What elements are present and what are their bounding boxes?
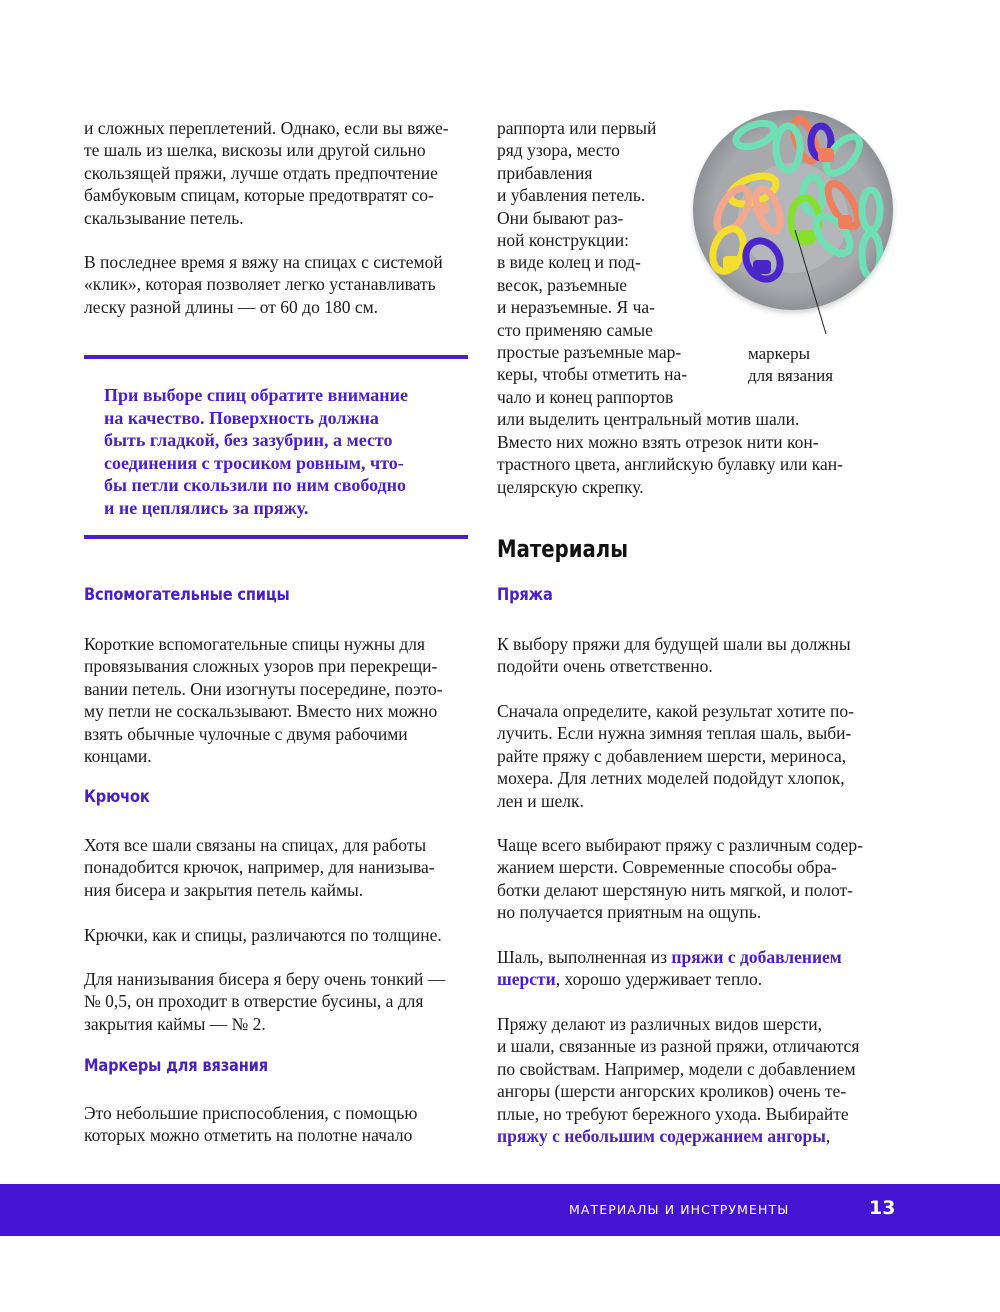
text-line: № 0,5, он проходит в отверстие бусины, а для xyxy=(84,991,424,1012)
text-line: и шали, связанные из разной пряжи, отличаются xyxy=(497,1036,860,1057)
text-line: ряд узора, место xyxy=(497,140,620,161)
highlighted-term-wool-blend-yarn: пряжи с добавлением xyxy=(671,947,842,967)
text-line xyxy=(497,946,842,968)
text-line: те шаль из шелка, вискозы или другой сильно xyxy=(84,140,426,161)
text-line: скользящей пряжи, лучше отдать предпочтение xyxy=(84,162,438,183)
text-line: чало и конец раппортов xyxy=(497,386,674,407)
text-line: Для нанизывания бисера я беру очень тонкий — xyxy=(84,969,446,989)
text-line: «клик», которая позволяет легко устанавливать xyxy=(84,274,436,295)
text-line: или выделить центральный мотив шали. xyxy=(497,409,800,430)
quality-callout xyxy=(104,384,464,520)
text-line: целярскую скрепку. xyxy=(497,476,644,497)
caption-line: маркеры xyxy=(748,344,810,363)
text-line: лучить. Если нужна зимняя теплая шаль, выби- xyxy=(497,723,852,744)
text-line: и убавления петель. xyxy=(497,185,646,206)
text-line: мохера. Для летних моделей подойдут хлопок, xyxy=(497,768,845,789)
section-title-materials: Материалы xyxy=(497,535,628,563)
text-line: ангоры (шерсти ангорских кроликов) очень те- xyxy=(497,1081,847,1102)
photo-caption xyxy=(748,343,833,387)
yarn-paragraph-2 xyxy=(497,700,854,812)
text-line: Они бывают раз- xyxy=(497,207,624,228)
text-line: концами. xyxy=(84,746,152,767)
text-line: скальзывание петель. xyxy=(84,207,244,228)
text-line: Короткие вспомогательные спицы нужны для xyxy=(84,634,426,654)
text-line: райте пряжу с добавлением шерсти, мериноса, xyxy=(497,745,847,766)
callout-line: соединения с тросиком ровным, что- xyxy=(104,452,404,473)
text-line xyxy=(497,1125,859,1147)
stitch-markers-illustration-icon xyxy=(693,110,893,310)
text-line: ной конструкции: xyxy=(497,230,629,251)
text-line: взять обычные чулочные с двумя рабочими xyxy=(84,723,408,744)
running-title: МАТЕРИАЛЫ И ИНСТРУМЕНТЫ xyxy=(569,1202,790,1217)
text-line: бамбуковым спицам, которые предотвратят со- xyxy=(84,185,434,206)
crochet-hook-paragraph-1 xyxy=(84,834,435,901)
highlighted-term-wool-blend-yarn-cont: шерсти xyxy=(497,969,556,990)
text-line: простые разъемные мар- xyxy=(497,342,682,363)
text-line: весок, разъемные xyxy=(497,274,628,295)
text-line xyxy=(497,968,842,990)
footer-bar xyxy=(0,1184,1000,1236)
text-line: раппорта или первый xyxy=(497,118,657,138)
text-line: В последнее время я вяжу на спицах с системой xyxy=(84,252,443,272)
text-line: и сложных переплетений. Однако, если вы вяже- xyxy=(84,118,449,138)
stitch-markers-photo xyxy=(693,110,893,310)
text-line: му петли не соскальзывают. Вместо них можно xyxy=(84,701,438,722)
text-line: ния бисера и закрытия петель каймы. xyxy=(84,879,364,900)
text-line: но получается приятным на ощупь. xyxy=(497,902,762,923)
text-line: прибавления xyxy=(497,162,593,183)
click-system-paragraph xyxy=(84,251,443,318)
text-line: ботки делают шерстяную нить мягкой, и полот- xyxy=(497,879,854,900)
callout-line: При выборе спиц обратите внимание xyxy=(104,385,408,405)
text-span: , хорошо удерживает тепло. xyxy=(555,969,763,990)
text-line: керы, чтобы отметить на- xyxy=(497,364,688,385)
text-line: и неразъемные. Я ча- xyxy=(497,297,655,318)
crochet-hook-paragraph-3 xyxy=(84,968,445,1035)
callout-top-rule xyxy=(84,355,468,359)
auxiliary-needles-paragraph xyxy=(84,633,443,767)
text-line: в виде колец и под- xyxy=(497,252,641,273)
text-line: вании петель. Они изогнуты посередине, поэто- xyxy=(84,678,443,699)
text-line: которых можно отметить на полотне начало xyxy=(84,1125,413,1146)
text-line: К выбору пряжи для будущей шали вы должны xyxy=(497,634,851,654)
text-line: Вместо них можно взять отрезок нити кон- xyxy=(497,431,819,452)
text-line: Хотя все шали связаны на спицах, для работы xyxy=(84,835,427,855)
heading-stitch-markers: Маркеры для вязания xyxy=(84,1056,268,1076)
text-span: Шаль, выполненная из xyxy=(497,947,672,967)
highlighted-term-low-angora-yarn: пряжу с небольшим содержанием ангоры xyxy=(497,1126,826,1147)
page-number: 13 xyxy=(869,1197,896,1219)
callout-line: быть гладкой, без зазубрин, а место xyxy=(104,430,393,451)
heading-crochet-hook: Крючок xyxy=(84,787,150,807)
yarn-paragraph-5 xyxy=(497,1013,859,1147)
text-line: Сначала определите, какой результат хотите по- xyxy=(497,701,854,721)
callout-line: на качество. Поверхность должна xyxy=(104,407,379,428)
text-line: сто применяю самые xyxy=(497,319,653,340)
text-line: по свойствам. Например, модели с добавлением xyxy=(497,1058,856,1079)
text-line: плые, но требуют бережного ухода. Выбирайте xyxy=(497,1103,849,1124)
text-line: провязывания сложных узоров при перекрещи- xyxy=(84,656,438,677)
text-line: трастного цвета, английскую булавку или кан- xyxy=(497,454,843,475)
yarn-paragraph-3 xyxy=(497,834,863,924)
text-line: Чаще всего выбирают пряжу с различным содер- xyxy=(497,835,863,855)
yarn-paragraph-4 xyxy=(497,946,842,991)
text-line: Это небольшие приспособления, с помощью xyxy=(84,1103,418,1123)
stitch-markers-paragraph xyxy=(84,1102,417,1147)
intro-paragraph xyxy=(84,117,449,229)
text-span: , xyxy=(825,1126,831,1147)
text-line: лен и шелк. xyxy=(497,790,584,811)
callout-bottom-rule xyxy=(84,535,468,539)
text-line: жанием шерсти. Современные способы обра- xyxy=(497,857,837,878)
text-line: Крючки, как и спицы, различаются по толщине. xyxy=(84,925,442,945)
heading-auxiliary-needles: Вспомогательные спицы xyxy=(84,585,290,605)
yarn-paragraph-1 xyxy=(497,633,851,678)
heading-yarn: Пряжа xyxy=(497,585,553,605)
callout-line: и не цеплялись за пряжу. xyxy=(104,497,309,518)
text-line: закрытия каймы — № 2. xyxy=(84,1013,266,1034)
caption-line: для вязания xyxy=(748,366,834,385)
text-line: понадобится крючок, например, для нанизыва- xyxy=(84,857,435,878)
text-line: Пряжу делают из различных видов шерсти, xyxy=(497,1014,822,1034)
callout-line: бы петли скользили по ним свободно xyxy=(104,475,407,496)
text-line: леску разной длины — от 60 до 180 см. xyxy=(84,296,379,317)
crochet-hook-paragraph-2 xyxy=(84,924,442,946)
text-line: подойти очень ответственно. xyxy=(497,656,713,677)
